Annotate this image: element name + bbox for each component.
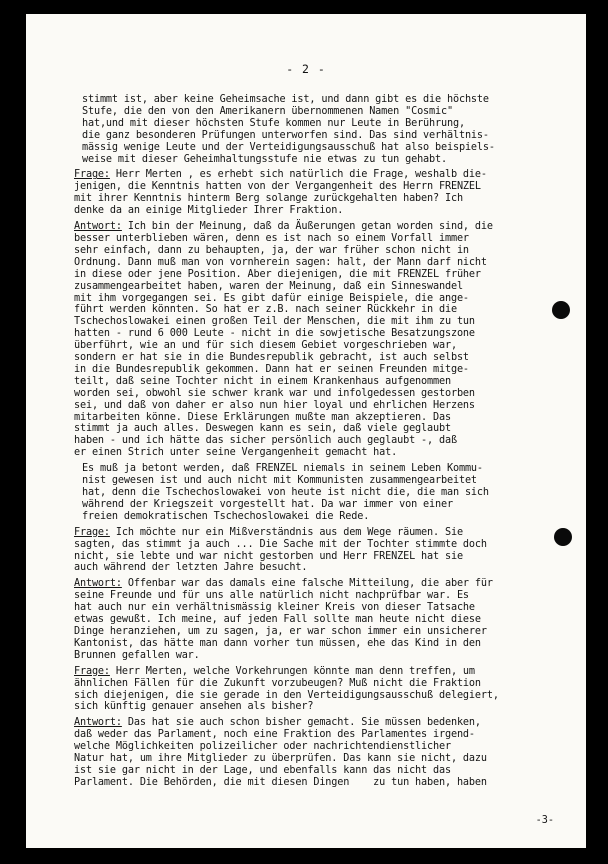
line-text: hat,und mit dieser höchsten Stufe kommen nur Leute in Berührung, [82, 117, 465, 129]
text-line [74, 316, 562, 328]
line-text: Stufe, die den von den Amerikanern übernommenen Namen "Cosmic" [82, 105, 453, 117]
line-text: Das hat sie auch schon bisher gemacht. Sie müssen bedenken, [121, 717, 481, 729]
text-line [74, 328, 562, 340]
text-line [74, 701, 562, 713]
line-text: Ordnung. Dann muß man von vornherein sagen: halt, der Mann darf nicht [74, 256, 487, 268]
line-text: sei, und daß von daher er also nun hier loyal und ehrlichen Herzens [74, 399, 475, 411]
line-text: sondern er hat sie in die Bundesrepublik gebracht, ist auch selbst [74, 352, 469, 364]
line-text: Dinge heranziehen, um zu sagen, ja, er war schon immer ein unsicherer [74, 625, 487, 637]
text-line [74, 753, 562, 765]
line-text: daß weder das Parlament, noch eine Fraktion des Parlamentes irgend- [74, 729, 475, 741]
text-line [74, 678, 562, 690]
line-text: nicht, sie lebte und war nicht gestorben und Herr FRENZEL hat sie [74, 550, 463, 562]
text-line [74, 181, 562, 193]
text-line [82, 475, 562, 487]
text-line [74, 447, 562, 459]
line-text: hat, denn die Tschechoslowakei von heute ist nicht die, die man sich [82, 487, 489, 498]
question-paragraph [74, 527, 562, 575]
text-line [74, 626, 562, 638]
text-line [74, 551, 562, 563]
line-text: stimmt ist, aber keine Geheimsache ist, und dann gibt es die höchste [82, 94, 489, 105]
text-line [82, 499, 562, 511]
text-line [82, 511, 562, 523]
text-line [74, 193, 562, 205]
line-text: seine Freunde und für uns alle natürlich nicht nachprüfbar war. Es [74, 590, 469, 602]
line-text: Herr Merten, welche Vorkehrungen könnte man denn treffen, um [109, 665, 475, 677]
speaker-label: Antwort: [74, 717, 122, 729]
text-line [74, 578, 562, 590]
page-number: - 2 - [286, 62, 326, 76]
text-line [74, 304, 562, 316]
text-line [74, 527, 562, 539]
line-text: während der Kriegszeit vorgestellt hat. Da war immer von einer [82, 498, 453, 510]
text-line [74, 650, 562, 662]
text-line [74, 602, 562, 614]
text-line [74, 423, 562, 435]
text-line [74, 169, 562, 181]
text-line [82, 130, 562, 142]
line-text: hatten - rund 6 000 Leute - nicht in die sowjetische Besatzungszone [74, 328, 475, 340]
text-line [74, 741, 562, 753]
line-text: etwas gewußt. Ich meine, auf jeden Fall sollte man heute nicht diese [74, 614, 481, 626]
line-text: sich künftig genauer ansehen als bisher? [74, 701, 314, 713]
line-text: Herr Merten , es erhebt sich natürlich die Frage, weshalb die- [109, 169, 487, 181]
line-text: überführt, wie an und für sich diesem Gebiet vorgeschrieben war, [74, 340, 457, 352]
line-text: Ich bin der Meinung, daß da Äußerungen getan worden sind, die [121, 221, 493, 233]
line-text: sagten, das stimmt ja auch ... Die Sache mit der Tochter stimmte doch [74, 538, 487, 550]
text-line [74, 376, 562, 388]
line-text: welche Möglichkeiten polizeilicher oder nachrichtendienstlicher [74, 741, 451, 753]
text-paragraph [74, 463, 562, 523]
punch-hole [552, 301, 570, 319]
line-text: sehr einfach, dann zu behaupten, ja, der war früher schon nicht in [74, 244, 469, 256]
text-line [82, 487, 562, 499]
line-text: teilt, daß seine Tochter nicht in einem Krankenhaus aufgenommen [74, 375, 451, 387]
text-line [74, 281, 562, 293]
speaker-label: Frage: [74, 526, 110, 538]
text-line [74, 412, 562, 424]
speaker-label: Frage: [74, 169, 110, 181]
line-text: ist sie gar nicht in der Lage, und ebenfalls kann das nicht das [74, 764, 451, 776]
line-text: besser unterblieben wären, denn es ist nach so einem Vorfall immer [74, 232, 469, 244]
speaker-label: Antwort: [74, 221, 122, 233]
line-text: Ich möchte nur ein Mißverständnis aus dem Wege räumen. Sie [109, 526, 463, 538]
text-line [74, 257, 562, 269]
line-text: hat auch nur ein verhältnismässig kleiner Kreis von dieser Tatsache [74, 602, 475, 614]
text-line [74, 400, 562, 412]
line-text: auch während der letzten Jahre besucht. [74, 562, 308, 574]
line-text: sich diejenigen, die sie gerade in den Verteidigungsausschuß delegiert, [74, 689, 499, 701]
text-line [74, 364, 562, 376]
line-text: mit ihm vorgegangen sei. Es gibt dafür einige Beispiele, die ange- [74, 292, 469, 304]
line-text: die ganz besonderen Prüfungen unterworfen sind. Das sind verhältnis- [82, 129, 489, 141]
speaker-label: Antwort: [74, 578, 122, 590]
line-text: Es muß ja betont werden, daß FRENZEL niemals in seinem Leben Kommu- [82, 463, 483, 475]
text-line [74, 340, 562, 352]
line-text: nist gewesen ist und auch nicht mit Kommunisten zusammengearbeitet [82, 475, 477, 487]
text-paragraph [74, 94, 562, 165]
text-line [82, 463, 562, 475]
text-line [74, 777, 562, 789]
line-text: in die Bundesrepublik gekommen. Dann hat er seinen Freunden mitge- [74, 363, 469, 375]
line-text: freien demokratischen Tschechoslowakei die Rede. [82, 510, 370, 522]
text-line [74, 205, 562, 217]
line-text: in diese oder jene Position. Aber diejenigen, die mit FRENZEL früher [74, 268, 481, 280]
line-text: Parlament. Die Behörden, die mit diesen Dingen zu tun haben, haben [74, 776, 487, 788]
punch-hole [554, 528, 572, 546]
line-text: weise mit dieser Geheimhaltungsstufe nie etwas zu tun gehabt. [82, 153, 447, 165]
text-line [74, 388, 562, 400]
line-text: stimmt ja auch alles. Deswegen kann es sein, daß viele geglaubt [74, 423, 451, 435]
answer-paragraph [74, 578, 562, 661]
answer-paragraph [74, 221, 562, 459]
line-text: denke da an einige Mitglieder Ihrer Fraktion. [74, 205, 344, 217]
text-line [74, 717, 562, 729]
text-line [82, 142, 562, 154]
text-line [82, 106, 562, 118]
answer-paragraph [74, 717, 562, 788]
text-line [82, 118, 562, 130]
line-text: mitarbeiten könne. Diese Erklärungen mußte man akzeptieren. Das [74, 411, 451, 423]
text-line [74, 590, 562, 602]
next-page-marker: -3- [535, 815, 554, 826]
text-line [74, 614, 562, 626]
question-paragraph [74, 169, 562, 217]
text-line [74, 269, 562, 281]
document-page [26, 14, 586, 848]
line-text: Natur hat, um ihre Mitglieder zu überprüfen. Das kann sie nicht, dazu [74, 753, 487, 765]
line-text: mit ihrer Kenntnis hinterm Berg solange zurückgehalten haben? Ich [74, 193, 463, 205]
text-line [74, 562, 562, 574]
line-text: Kantonist, das hätte man dann vorher tun müssen, ehe das Kind in den [74, 637, 481, 649]
text-line [74, 666, 562, 678]
line-text: jenigen, die Kenntnis hatten von der Vergangenheit des Herrn FRENZEL [74, 181, 481, 193]
text-line [82, 94, 562, 106]
text-line [74, 690, 562, 702]
text-line [74, 729, 562, 741]
line-text: führt werden könnten. So hat er z.B. nach seiner Rückkehr in die [74, 304, 457, 316]
text-line [82, 154, 562, 166]
speaker-label: Frage: [74, 665, 110, 677]
text-line [74, 221, 562, 233]
text-line [74, 765, 562, 777]
line-text: er einen Strich unter seine Vergangenheit gemacht hat. [74, 447, 398, 459]
text-line [74, 539, 562, 551]
line-text: worden sei, obwohl sie schwer krank war und infolgedessen gestorben [74, 387, 475, 399]
text-line [74, 435, 562, 447]
text-line [74, 352, 562, 364]
line-text: Tschechoslowakei einen großen Teil der Menschen, die mit ihm zu tun [74, 316, 475, 328]
line-text: Offenbar war das damals eine falsche Mitteilung, die aber für [121, 578, 493, 590]
line-text: zusammengearbeitet haben, waren der Meinung, daß ein Sinneswandel [74, 280, 463, 292]
line-text: Brunnen gefallen war. [74, 649, 200, 661]
text-line [74, 638, 562, 650]
text-line [74, 245, 562, 257]
line-text: mässig wenige Leute und der Verteidigungsausschuß hat also beispiels- [82, 141, 495, 153]
text-line [74, 233, 562, 245]
line-text: haben - und ich hätte das sicher persönlich auch geglaubt -, daß [74, 435, 457, 447]
question-paragraph [74, 666, 562, 714]
text-line [74, 293, 562, 305]
document-body [74, 94, 562, 793]
line-text: ähnlichen Fällen für die Zukunft vorzubeugen? Muß nicht die Fraktion [74, 677, 481, 689]
